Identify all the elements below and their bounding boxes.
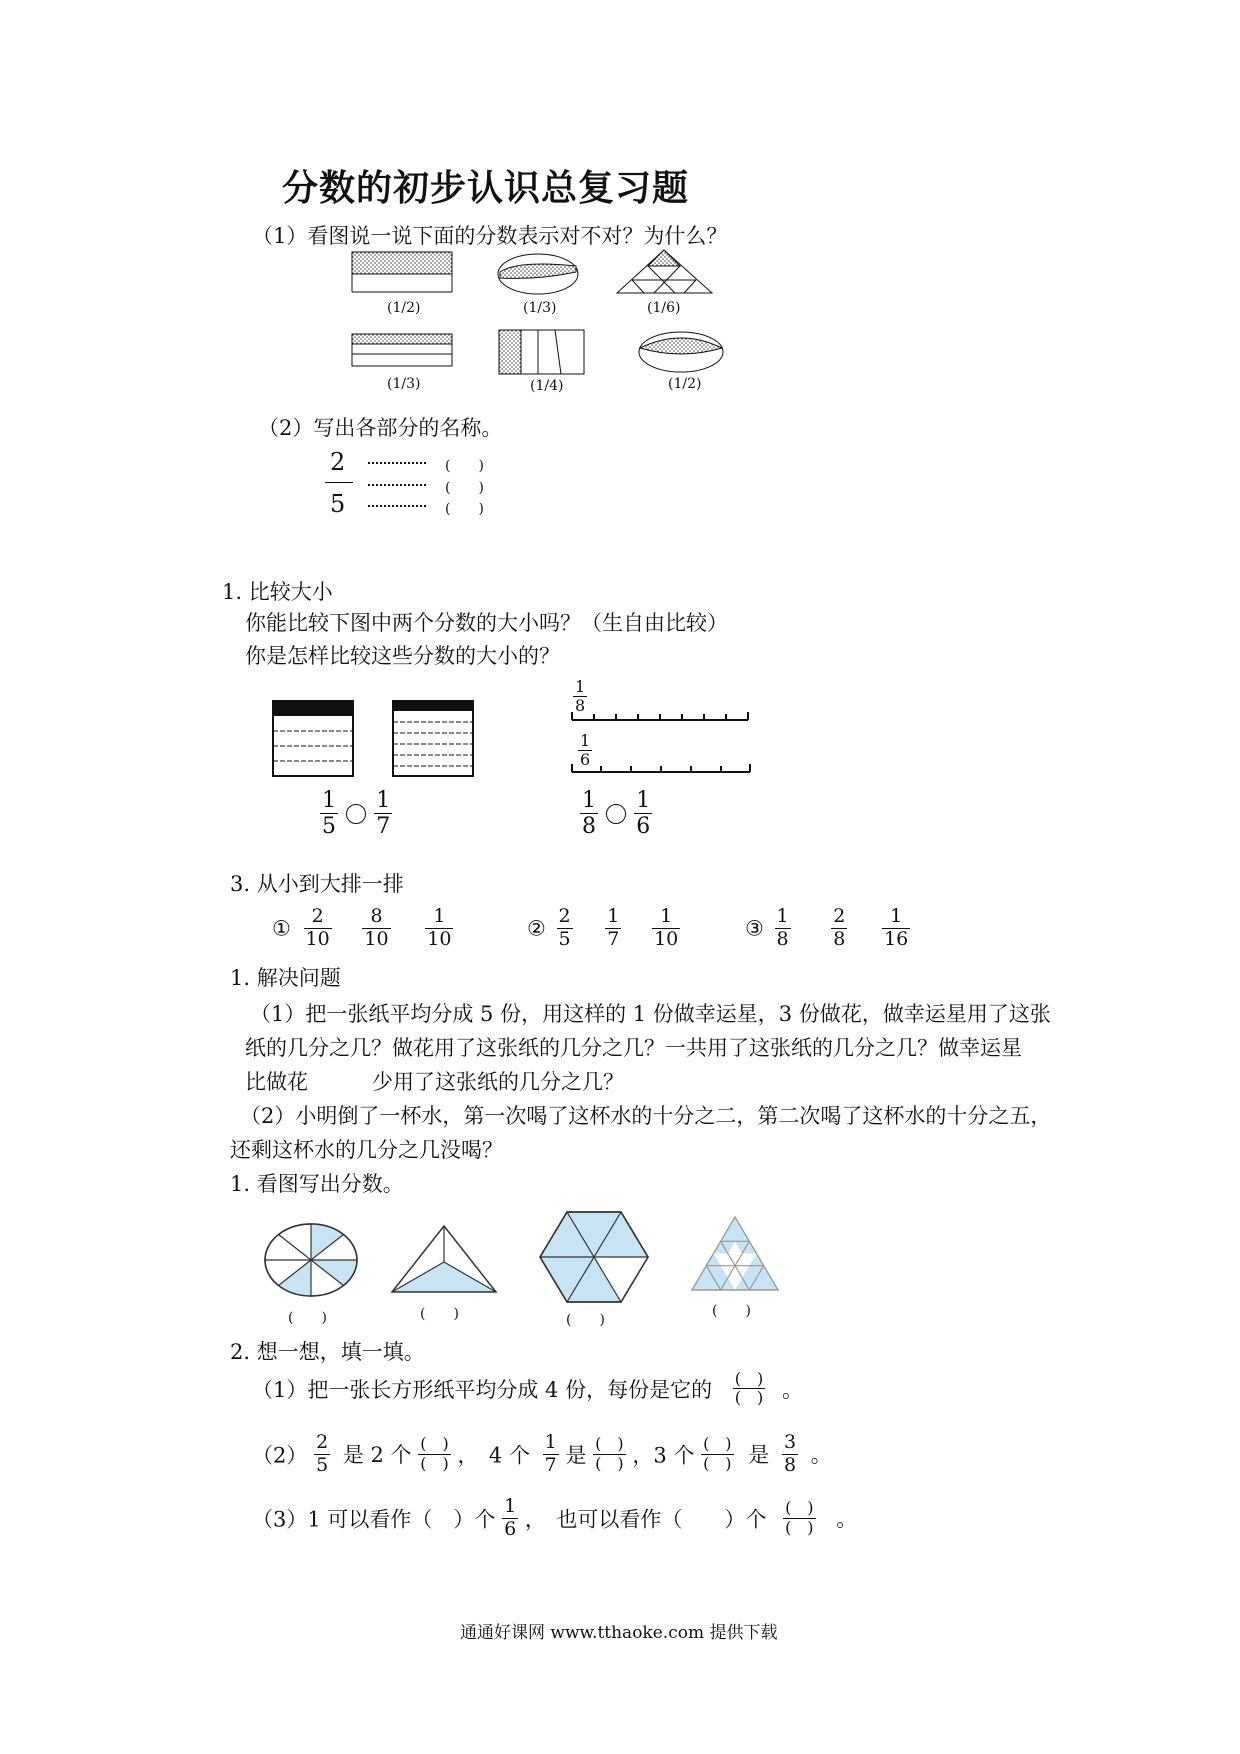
ruler1-den: 8 bbox=[575, 696, 586, 716]
frac-1-8 bbox=[580, 788, 598, 840]
caption-5: (1/4) bbox=[530, 378, 564, 394]
order-frac bbox=[831, 906, 847, 951]
q2-text: （2）写出各部分的名称。 bbox=[258, 416, 503, 440]
footer-credit: 通通好课网 www.tthaoke.com 提供下载 bbox=[460, 1623, 778, 1643]
compare-2 bbox=[580, 788, 652, 840]
frac-1-7 bbox=[374, 788, 392, 840]
num: 8 bbox=[370, 905, 383, 927]
num: 1 bbox=[582, 788, 596, 813]
blank-frac[interactable] bbox=[593, 1435, 626, 1473]
num: 2 bbox=[558, 905, 571, 927]
num: 1 bbox=[322, 788, 336, 813]
ruler2-num: 1 bbox=[580, 731, 591, 750]
den-blank[interactable]: ( ) bbox=[420, 1453, 449, 1473]
fig-oval-third bbox=[498, 252, 598, 297]
den: 6 bbox=[636, 814, 651, 840]
order-frac bbox=[652, 906, 680, 951]
fraction-bar bbox=[325, 482, 353, 483]
fill-q2-text-d: 是 bbox=[565, 1443, 587, 1468]
num-blank[interactable]: ( ) bbox=[703, 1434, 732, 1454]
shape-hexagon-sixths bbox=[540, 1210, 650, 1305]
den: 8 bbox=[833, 927, 846, 950]
part-blank-3[interactable]: ( ) bbox=[445, 501, 484, 517]
caption-1: (1/2) bbox=[387, 300, 421, 316]
mark-2: ② bbox=[527, 916, 546, 941]
order-frac bbox=[362, 906, 390, 951]
den: 5 bbox=[558, 927, 571, 950]
order-group-1 bbox=[272, 906, 453, 951]
ruler2-den: 6 bbox=[580, 750, 591, 770]
num: 1 bbox=[376, 788, 391, 813]
num: 1 bbox=[607, 905, 620, 927]
den: 8 bbox=[582, 814, 596, 840]
fill-q3 bbox=[252, 1496, 857, 1541]
fig-rect-strips bbox=[350, 332, 460, 372]
den: 5 bbox=[322, 814, 336, 840]
fill-q3-text-a: （3）1 可以看作（ ）个 bbox=[252, 1507, 496, 1532]
num-blank[interactable]: ( ) bbox=[595, 1434, 624, 1454]
num: 2 bbox=[833, 905, 846, 927]
num: 2 bbox=[311, 905, 324, 927]
caption-4: (1/3) bbox=[387, 376, 421, 392]
answer-blank-2[interactable]: ( ) bbox=[420, 1306, 459, 1322]
den: 7 bbox=[376, 814, 391, 840]
order-frac bbox=[425, 906, 453, 951]
problem-2-line-1: （2）小明倒了一杯水，第一次喝了这杯水的十分之二，第二次喝了这杯水的十分之五， bbox=[240, 1104, 1052, 1128]
den-blank[interactable]: ( ) bbox=[734, 1388, 764, 1408]
blank-frac[interactable] bbox=[418, 1435, 451, 1473]
den-blank[interactable]: ( ) bbox=[595, 1453, 624, 1473]
fill-q2-text-c: ， 4 个 bbox=[457, 1443, 530, 1468]
fill-q3-text-b: ， 也可以看作（ ）个 bbox=[524, 1507, 767, 1532]
answer-blank-3[interactable]: ( ) bbox=[566, 1312, 605, 1328]
problem-1-line-3a: 比做花 bbox=[245, 1070, 308, 1094]
fill-q1 bbox=[252, 1370, 803, 1408]
order-frac bbox=[304, 906, 332, 951]
mark-3: ③ bbox=[745, 916, 764, 941]
fill-heading: 2. 想一想，填一填。 bbox=[230, 1340, 425, 1364]
problem-1-line-1: （1）把一张纸平均分成 5 份，用这样的 1 份做幸运星，3 份做花，做幸运星用了这张 bbox=[250, 1002, 1051, 1026]
num: 3 bbox=[783, 1431, 797, 1453]
den: 10 bbox=[364, 927, 389, 950]
write-fraction-heading: 1. 看图写出分数。 bbox=[230, 1172, 404, 1196]
part-blank-1[interactable]: ( ) bbox=[445, 458, 484, 474]
order-heading: 3. 从小到大排一排 bbox=[230, 872, 404, 896]
frac-1-6 bbox=[634, 788, 652, 840]
den-blank[interactable]: ( ) bbox=[703, 1453, 732, 1473]
problem-1-line-2: 纸的几分之几？做花用了这张纸的几分之几？一共用了这张纸的几分之几？做幸运星 bbox=[245, 1036, 1022, 1060]
ruler1-num: 1 bbox=[575, 677, 586, 696]
dotted-leaders bbox=[368, 460, 428, 510]
fill-q2-text-f: 是 bbox=[748, 1443, 770, 1468]
compare-heading: 1. 比较大小 bbox=[222, 580, 333, 604]
fraction-numerator: 2 bbox=[330, 448, 346, 476]
q1-text: （1）看图说一说下面的分数表示对不对？为什么？ bbox=[252, 224, 728, 248]
fig-rect-quarter bbox=[497, 328, 592, 378]
page-title: 分数的初步认识总复习题 bbox=[282, 168, 690, 209]
part-blank-2[interactable]: ( ) bbox=[445, 480, 484, 496]
problem-1-line-3b: 少用了这张纸的几分之几？ bbox=[372, 1070, 624, 1094]
caption-6: (1/2) bbox=[668, 376, 702, 392]
answer-blank-4[interactable]: ( ) bbox=[712, 1303, 751, 1319]
fill-q1-text: （1）把一张长方形纸平均分成 4 份，每份是它的 bbox=[252, 1377, 713, 1402]
den: 8 bbox=[776, 927, 789, 950]
compare-line-1: 你能比较下图中两个分数的大小吗？（生自由比较） bbox=[245, 611, 728, 635]
num-blank[interactable]: ( ) bbox=[734, 1369, 764, 1388]
frac-1-6-b bbox=[502, 1496, 518, 1541]
shape-triangle-ninths bbox=[690, 1215, 780, 1295]
fifths-rect bbox=[272, 700, 357, 780]
fraction-denominator: 5 bbox=[330, 490, 346, 518]
order-group-2 bbox=[527, 906, 680, 951]
solve-heading: 1. 解决问题 bbox=[230, 966, 341, 990]
num: 2 bbox=[316, 1431, 329, 1453]
fill-q3-end: 。 bbox=[836, 1507, 858, 1532]
fill-q2-text-e: ，3 个 bbox=[632, 1443, 695, 1468]
num: 1 bbox=[776, 905, 789, 927]
order-group-3 bbox=[745, 906, 910, 951]
fill-q2-text-b: 是 2 个 bbox=[342, 1443, 412, 1468]
den: 7 bbox=[544, 1453, 557, 1476]
num: 1 bbox=[660, 905, 673, 927]
den: 5 bbox=[316, 1453, 329, 1476]
fill-q2-prefix: （2） bbox=[252, 1443, 308, 1468]
fig-rect-half bbox=[350, 250, 470, 300]
num-blank[interactable]: ( ) bbox=[785, 1498, 814, 1518]
fill-q1-blank-frac[interactable] bbox=[733, 1370, 766, 1408]
ruler-eighths bbox=[570, 712, 755, 724]
den: 7 bbox=[607, 927, 620, 950]
den: 10 bbox=[305, 927, 330, 950]
fill-q2 bbox=[252, 1432, 832, 1477]
blank-frac[interactable] bbox=[783, 1499, 816, 1537]
den: 16 bbox=[884, 927, 909, 950]
compare-1 bbox=[320, 788, 392, 840]
den: 8 bbox=[783, 1453, 797, 1476]
num: 1 bbox=[544, 1431, 557, 1453]
compare-circle-1[interactable] bbox=[346, 804, 366, 824]
order-frac bbox=[775, 906, 791, 951]
den: 10 bbox=[654, 927, 679, 950]
num-blank[interactable]: ( ) bbox=[420, 1434, 449, 1454]
compare-circle-2[interactable] bbox=[606, 804, 626, 824]
caption-3: (1/6) bbox=[647, 300, 681, 316]
fig-oval-half bbox=[637, 330, 732, 375]
shape-triangle-thirds bbox=[388, 1222, 503, 1297]
den: 6 bbox=[504, 1517, 517, 1540]
blank-frac[interactable] bbox=[701, 1435, 734, 1473]
den-blank[interactable]: ( ) bbox=[785, 1517, 814, 1537]
num: 1 bbox=[890, 905, 903, 927]
shape-circle-eighths bbox=[263, 1222, 363, 1302]
num: 1 bbox=[504, 1495, 517, 1517]
frac-1-5 bbox=[320, 788, 338, 840]
fill-q2-end: 。 bbox=[810, 1443, 832, 1468]
num: 1 bbox=[636, 788, 651, 813]
mark-1: ① bbox=[272, 916, 291, 941]
fill-q1-end: 。 bbox=[781, 1377, 803, 1402]
frac-3-8 bbox=[782, 1432, 798, 1477]
answer-blank-1[interactable]: ( ) bbox=[288, 1310, 327, 1326]
compare-line-2: 你是怎样比较这些分数的大小的？ bbox=[245, 644, 560, 668]
frac-1-7-b bbox=[543, 1432, 559, 1477]
ruler-sixths bbox=[570, 764, 755, 776]
order-frac bbox=[882, 906, 910, 951]
frac-2-5 bbox=[314, 1432, 330, 1477]
den: 10 bbox=[427, 927, 452, 950]
ruler-eighth-label bbox=[573, 678, 587, 716]
caption-2: (1/3) bbox=[523, 300, 557, 316]
sevenths-rect bbox=[392, 700, 477, 780]
fig-triangle-sixth bbox=[612, 248, 722, 298]
num: 1 bbox=[433, 905, 446, 927]
order-frac bbox=[605, 906, 621, 951]
order-frac bbox=[557, 906, 573, 951]
problem-2-line-2: 还剩这杯水的几分之几没喝？ bbox=[230, 1138, 503, 1162]
